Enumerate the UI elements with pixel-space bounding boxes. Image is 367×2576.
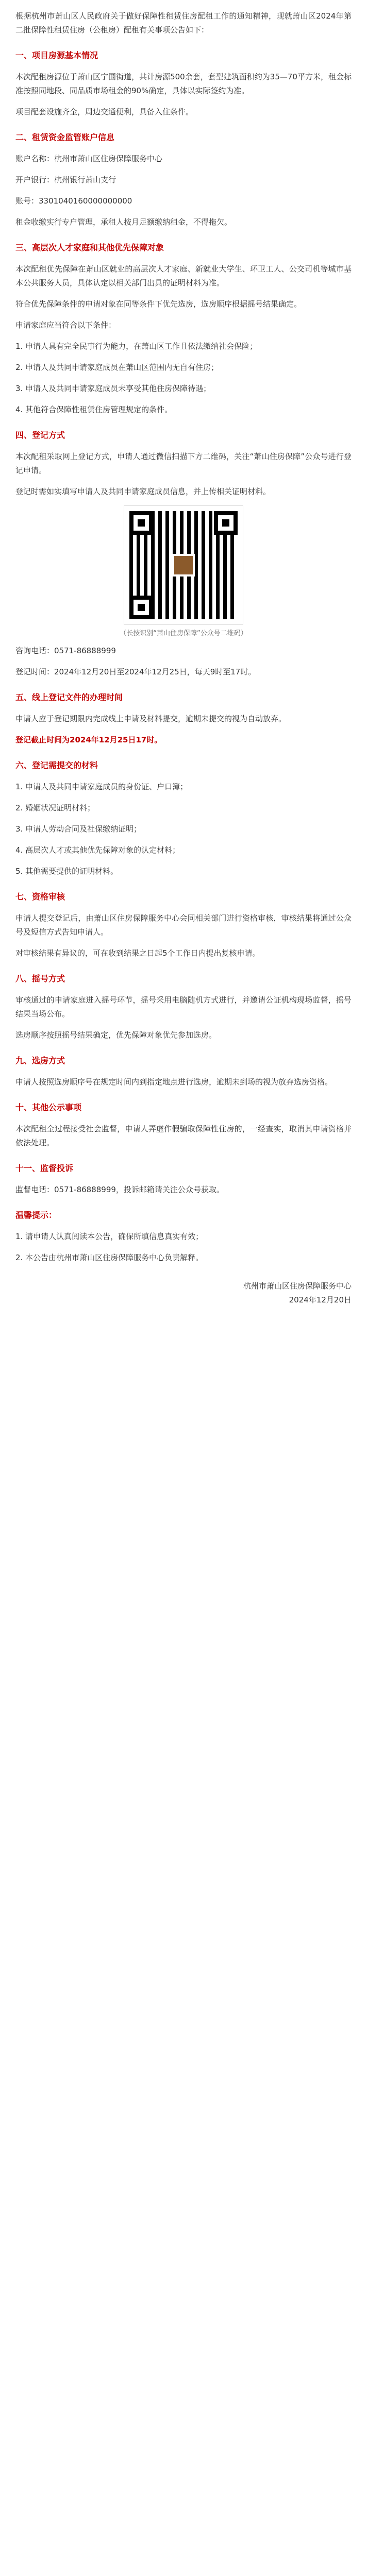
tip-item: 2. 本公告由杭州市萧山区住房保障服务中心负责解释。	[15, 1253, 204, 1262]
condition-item: 4. 其他符合保障性租赁住房管理规定的条件。	[15, 405, 173, 414]
deadline-highlight: 登记截止时间为2024年12月25日17时。	[15, 735, 162, 744]
section-paragraph: 本次配租采取网上登记方式，申请人通过微信扫描下方二维码，关注“萧山住房保障”公众号进行登记申请。	[15, 452, 352, 475]
material-item: 4. 高层次人才或其他优先保障对象的认定材料；	[15, 845, 180, 855]
section-heading: 八、摇号方式	[15, 974, 65, 984]
contact-phone: 咨询电话：0571-86888999	[15, 646, 116, 655]
signature-date: 2024年12月20日	[289, 1295, 352, 1304]
account-number: 账号：3301040160000000000	[15, 196, 132, 206]
condition-item: 3. 申请人及共同申请家庭成员未享受其他住房保障待遇；	[15, 384, 211, 393]
section-heading: 五、线上登记文件的办理时间	[15, 692, 123, 702]
section-paragraph: 登记时需如实填写申请人及共同申请家庭成员信息，并上传相关证明材料。	[15, 487, 271, 496]
registration-time: 登记时间：2024年12月20日至2024年12月25日，每天9时至17时。	[15, 667, 256, 676]
tip-item: 1. 请申请人认真阅读本公告，确保所填信息真实有效；	[15, 1232, 204, 1241]
section-paragraph: 申请人按照选房顺序号在规定时间内到指定地点进行选房，逾期未到场的视为放弃选房资格。	[15, 1077, 333, 1087]
section-paragraph: 符合优先保障条件的申请对象在同等条件下优先选房，选房顺序根据摇号结果确定。	[15, 299, 302, 309]
account-bank: 开户银行：杭州银行萧山支行	[15, 175, 116, 184]
section-heading: 九、选房方式	[15, 1056, 65, 1065]
intro-paragraph: 根据杭州市萧山区人民政府关于做好保障性租赁住房配租工作的通知精神，现就萧山区2024年第二批保障性租赁住房（公租房）配租有关事项公告如下：	[15, 11, 352, 35]
section-heading: 四、登记方式	[15, 430, 65, 440]
section-paragraph: 本次配租全过程接受社会监督，申请人弄虚作假骗取保障性住房的，一经查实，取消其申请资格并依法处理。	[15, 1124, 352, 1147]
section-paragraph: 监督电话：0571-86888999，投诉邮箱请关注公众号获取。	[15, 1185, 224, 1194]
qr-code-image[interactable]	[124, 506, 243, 624]
qr-finder-pattern	[129, 511, 153, 535]
material-item: 3. 申请人劳动合同及社保缴纳证明；	[15, 824, 142, 834]
section-paragraph: 申请家庭应当符合以下条件：	[15, 320, 116, 330]
section-heading: 六、登记需提交的材料	[15, 760, 98, 770]
section-heading: 三、高层次人才家庭和其他优先保障对象	[15, 243, 164, 252]
section-paragraph: 选房顺序按照摇号结果确定，优先保障对象优先参加选房。	[15, 1030, 217, 1040]
qr-finder-pattern	[129, 596, 153, 619]
section-heading: 温馨提示：	[15, 1210, 57, 1220]
section-paragraph: 对审核结果有异议的，可在收到结果之日起5个工作日内提出复核申请。	[15, 948, 260, 958]
section-heading: 二、租赁资金监管账户信息	[15, 132, 115, 142]
account-name: 账户名称：杭州市萧山区住房保障服务中心	[15, 154, 163, 163]
signature-org: 杭州市萧山区住房保障服务中心	[243, 1281, 352, 1291]
condition-item: 1. 申请人具有完全民事行为能力，在萧山区工作且依法缴纳社会保险；	[15, 342, 258, 351]
material-item: 2. 婚姻状况证明材料；	[15, 803, 95, 812]
section-heading: 十一、监督投诉	[15, 1163, 74, 1173]
qr-center-logo	[172, 554, 195, 577]
qr-code-block	[15, 506, 352, 639]
qr-caption: （长按识别“萧山住房保障”公众号二维码）	[120, 630, 247, 637]
section-paragraph: 租金收缴实行专户管理，承租人按月足额缴纳租金，不得拖欠。	[15, 217, 232, 227]
section-paragraph: 申请人提交登记后，由萧山区住房保障服务中心会同相关部门进行资格审核，审核结果将通过公众号及短信方式告知申请人。	[15, 913, 352, 937]
qr-finder-pattern	[214, 511, 238, 535]
section-paragraph: 本次配租房源位于萧山区宁围街道，共计房源500余套，套型建筑面积约为35—70平方米，租金标准按照同地段、同品质市场租金的90%确定，具体以实际签约为准。	[15, 72, 352, 95]
condition-item: 2. 申请人及共同申请家庭成员在萧山区范围内无自有住房；	[15, 363, 219, 372]
section-heading: 七、资格审核	[15, 892, 65, 902]
section-paragraph: 审核通过的申请家庭进入摇号环节，摇号采用电脑随机方式进行，并邀请公证机构现场监督，摇号结果当场公布。	[15, 995, 352, 1019]
signature-block	[15, 1279, 352, 1307]
material-item: 5. 其他需要提供的证明材料。	[15, 867, 119, 876]
section-heading: 十、其他公示事项	[15, 1103, 82, 1112]
material-item: 1. 申请人及共同申请家庭成员的身份证、户口簿；	[15, 782, 188, 791]
section-heading: 一、项目房源基本情况	[15, 50, 98, 60]
section-paragraph: 申请人应于登记期限内完成线上申请及材料提交，逾期未提交的视为自动放弃。	[15, 714, 287, 723]
section-paragraph: 本次配租优先保障在萧山区就业的高层次人才家庭、新就业大学生、环卫工人、公交司机等城市基本公共服务人员，具体认定以相关部门出具的证明材料为准。	[15, 264, 352, 287]
section-paragraph: 项目配套设施齐全，周边交通便利，具备入住条件。	[15, 107, 194, 116]
